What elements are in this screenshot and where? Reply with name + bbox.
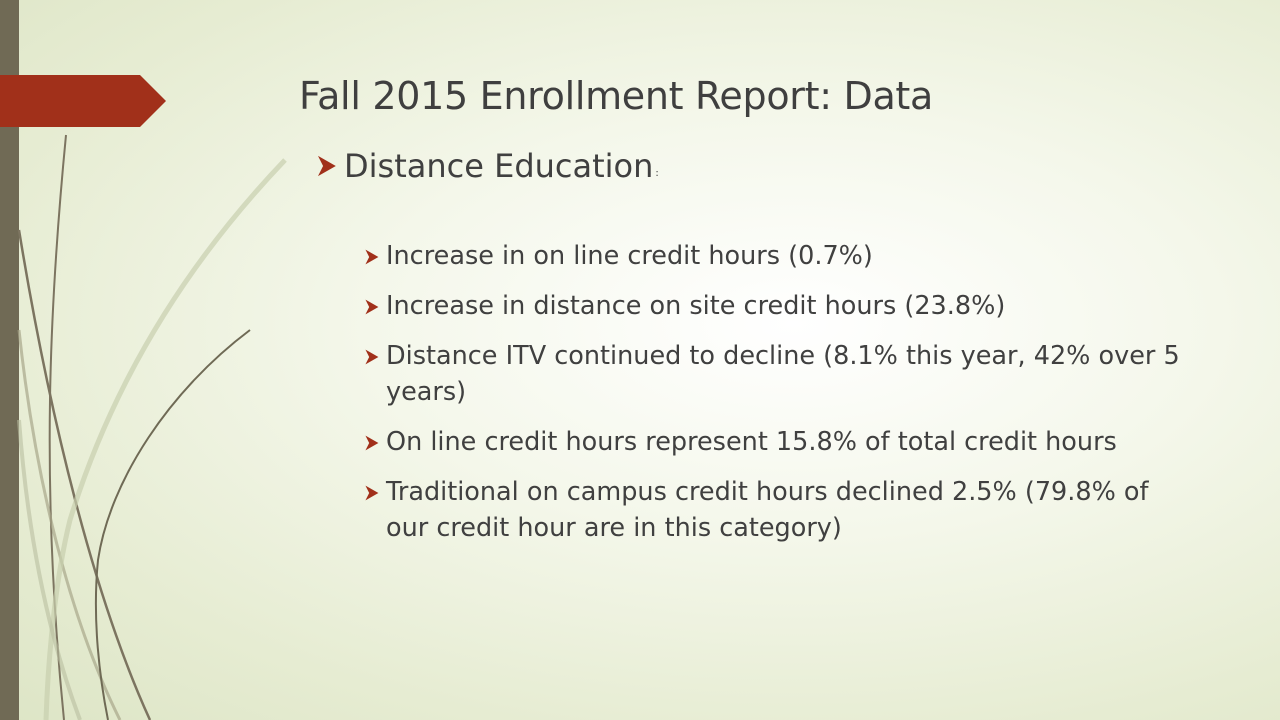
bullet-list [364, 238, 1194, 560]
list-item-text: Increase in on line credit hours (0.7%) [386, 241, 873, 271]
section-heading-text: Distance Education [344, 147, 654, 185]
section-heading [316, 147, 659, 185]
arrow-bullet-icon [364, 435, 380, 451]
list-item-text: Distance ITV continued to decline (8.1% this year, 42% over 5 years) [386, 341, 1180, 407]
list-item [364, 238, 1194, 274]
slide-title: Fall 2015 Enrollment Report: Data [299, 74, 934, 118]
arrow-bullet-icon [364, 299, 380, 315]
list-item [364, 338, 1194, 410]
arrow-bullet-icon [364, 349, 380, 365]
arrow-bullet-icon [364, 249, 380, 265]
list-item-text: Traditional on campus credit hours declined 2.5% (79.8% of our credit hour are in this category) [386, 477, 1149, 543]
arrow-bullet-icon [316, 155, 338, 177]
section-heading-colon: : [655, 168, 659, 179]
list-item [364, 474, 1194, 546]
list-item-text: On line credit hours represent 15.8% of total credit hours [386, 427, 1117, 457]
list-item-text: Increase in distance on site credit hours (23.8%) [386, 291, 1006, 321]
list-item [364, 288, 1194, 324]
accent-tab-shape [0, 0, 170, 128]
list-item [364, 424, 1194, 460]
arrow-bullet-icon [364, 485, 380, 501]
